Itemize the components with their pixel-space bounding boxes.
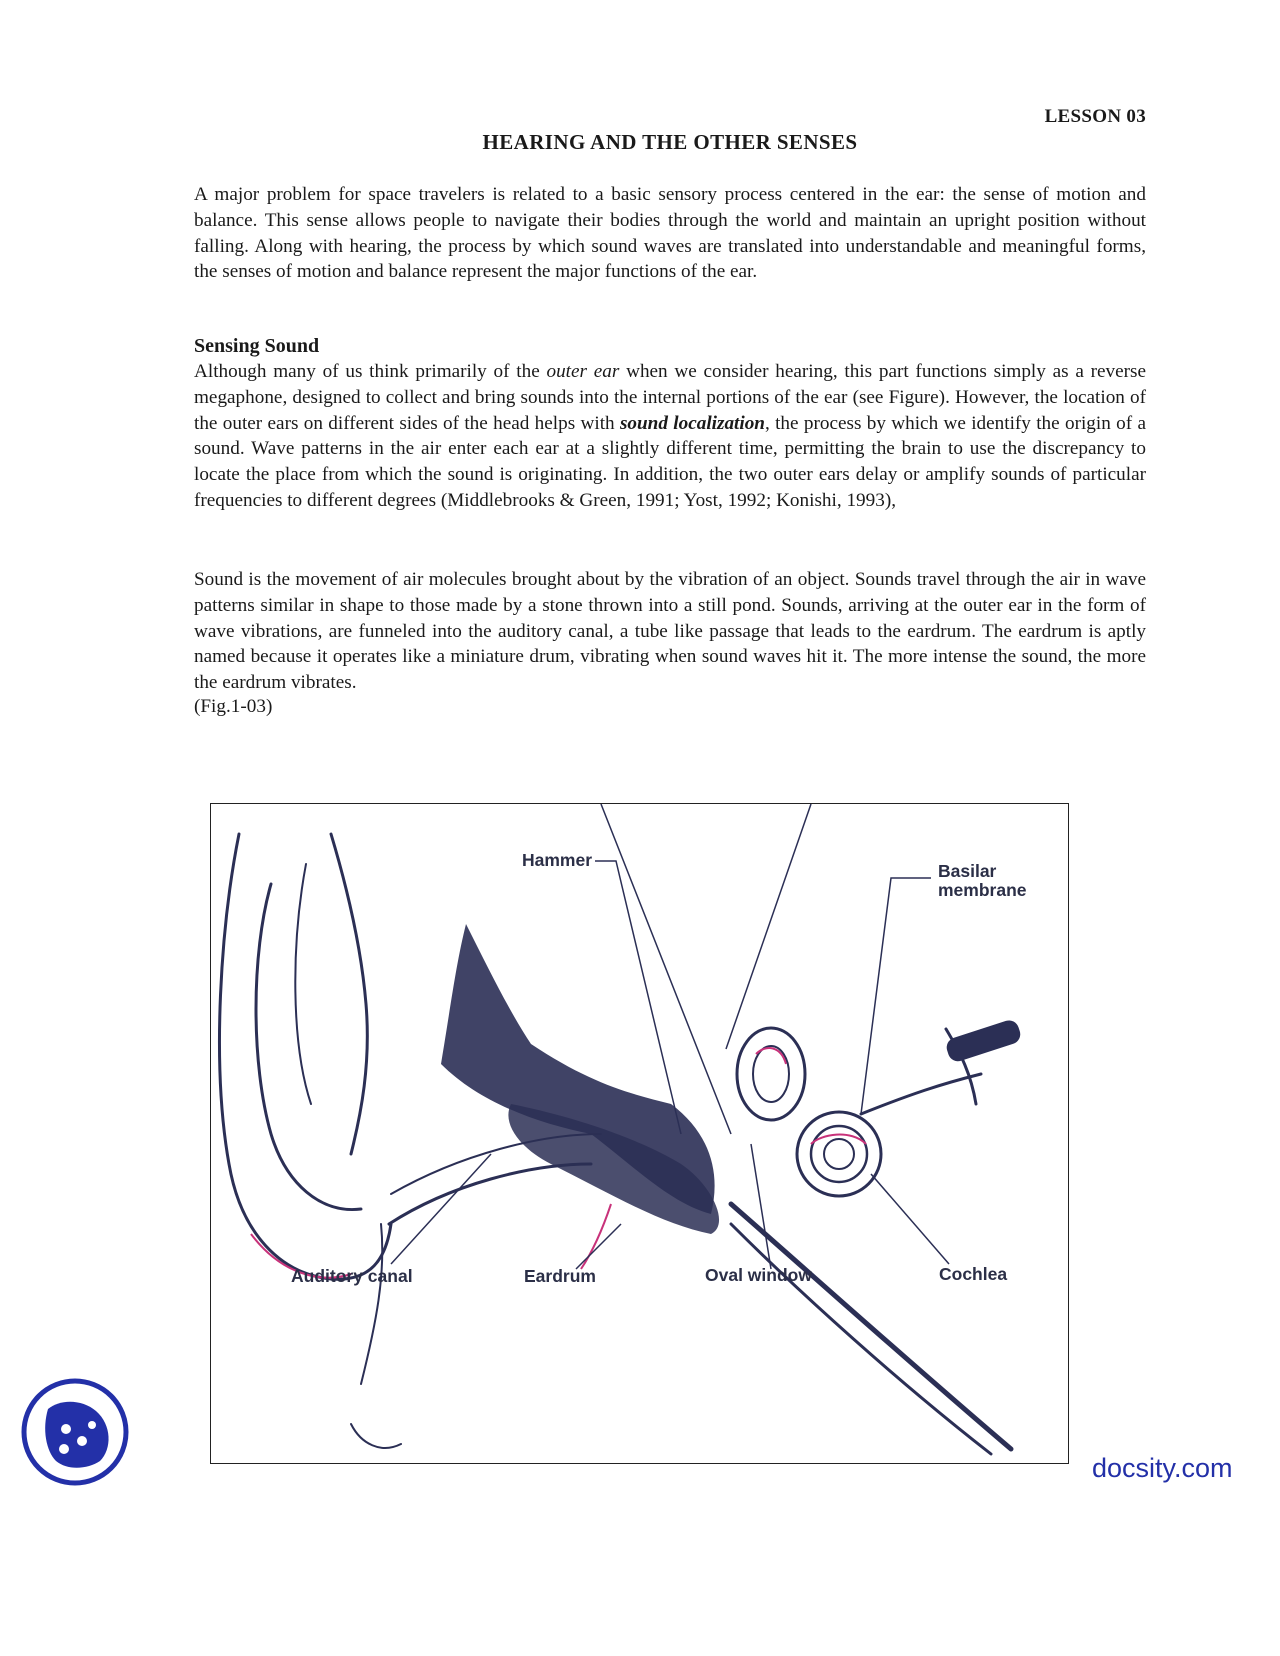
label-hammer: Hammer <box>522 850 593 870</box>
intro-paragraph <box>194 182 1146 285</box>
term-sound-localization: sound localization <box>619 412 765 434</box>
term-outer-ear: outer ear <box>546 361 620 382</box>
label-basilar-line1: Basilar <box>938 861 997 881</box>
paragraph-middle: when we consider hearing, this part functions simply as a reverse megaphone, designed to collect and bring sounds into the internal portions of the ear (see Figure). However, the location of the outer ears on different sides of the head helps with <box>194 361 1146 434</box>
brand-link[interactable]: docsity.com <box>1092 1453 1233 1483</box>
ear-diagram-figure <box>210 803 1069 1464</box>
label-basilar-line2: membrane <box>938 880 1027 900</box>
paragraph-start: Although many of us think primarily of the <box>194 361 547 382</box>
sound-paragraph <box>194 567 1146 696</box>
page-title: HEARING AND THE OTHER SENSES <box>482 130 858 154</box>
ear-anatomy-illustration <box>211 804 1068 1463</box>
section-paragraph <box>194 359 1146 514</box>
label-cochlea: Cochlea <box>939 1264 1008 1284</box>
label-oval-window: Oval window <box>705 1265 812 1285</box>
section-sensing-sound <box>194 334 1146 514</box>
docsity-logo-icon[interactable] <box>20 1377 130 1487</box>
label-auditory-canal: Auditory canal <box>291 1266 413 1286</box>
sound-text: Sound is the movement of air molecules brought about by the vibration of an object. Sounds travel through the air in wave patterns similar in shape to those made by a stone thrown into a still pond. Sounds, arriving at the outer ear in the form of wave vibrations, are funneled into the auditory canal, a tube like passage that leads to the eardrum. The eardrum is aptly named because it operates like a miniature drum, vibrating when sound waves hit it. The more intense the sound, the more the eardrum vibrates. <box>194 569 1146 694</box>
intro-text: A major problem for space travelers is related to a basic sensory process centered in the ear: the sense of motion and balance. This sense allows people to navigate their bodies through the world and maintain an upright position without falling. Along with hearing, the process by which sound waves are translated into understandable and meaningful forms, the senses of motion and balance represent the major functions of the ear. <box>194 184 1146 283</box>
label-eardrum: Eardrum <box>524 1266 596 1286</box>
figure-reference: (Fig.1-03) <box>194 696 273 717</box>
lesson-number: LESSON 03 <box>1044 106 1146 127</box>
section-heading: Sensing Sound <box>194 335 320 357</box>
paragraph-end: , the process by which we identify the origin of a sound. Wave patterns in the air enter each ear at a slightly different time, permitting the brain to use the discrepancy to locate the place from which the sound is originating. In addition, the two outer ears delay or amplify sounds of particular frequencies to different degrees (Middlebrooks & Green, 1991; Yost, 1992; Konishi, 1993), <box>194 412 1146 511</box>
